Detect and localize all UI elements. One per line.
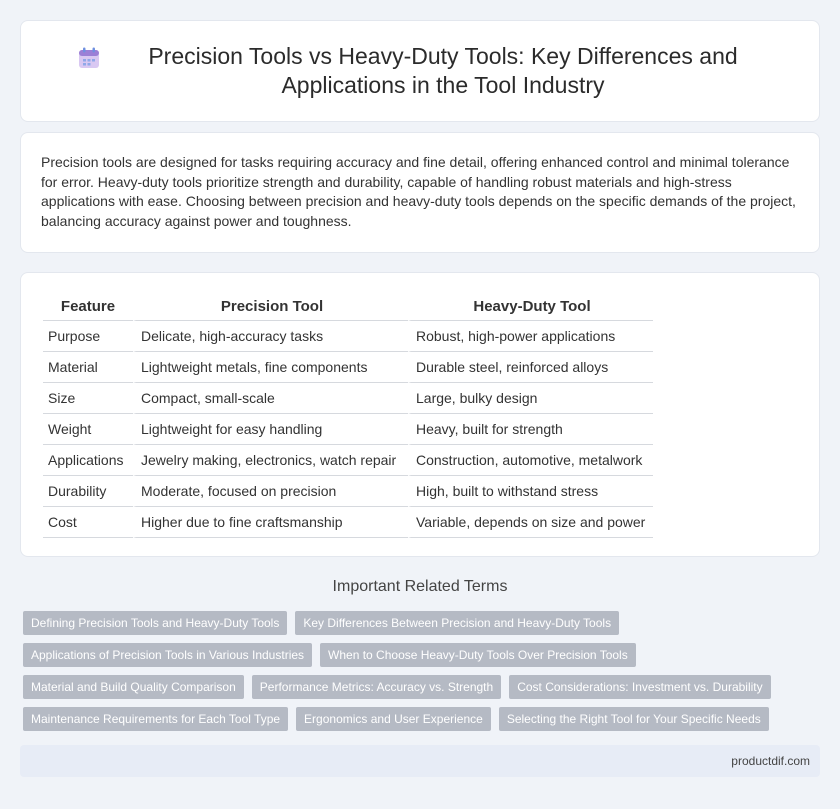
precision-cell: Delicate, high-accuracy tasks xyxy=(133,321,408,352)
comparison-table-card xyxy=(20,272,820,557)
header-feature: Feature xyxy=(43,295,133,321)
table-row xyxy=(43,414,653,445)
related-term-tag[interactable]: Applications of Precision Tools in Various Industries xyxy=(23,643,312,667)
related-term-tag[interactable]: Performance Metrics: Accuracy vs. Strength xyxy=(252,675,501,699)
related-term-tag[interactable]: Material and Build Quality Comparison xyxy=(23,675,244,699)
feature-cell: Size xyxy=(43,383,133,414)
heavy-duty-cell: Large, bulky design xyxy=(408,383,653,414)
feature-cell: Material xyxy=(43,352,133,383)
related-term-tag[interactable]: Cost Considerations: Investment vs. Durability xyxy=(509,675,770,699)
intro-card xyxy=(20,132,820,253)
tag-row xyxy=(23,643,823,667)
title-card xyxy=(20,20,820,122)
precision-cell: Compact, small-scale xyxy=(133,383,408,414)
related-term-tag[interactable]: Ergonomics and User Experience xyxy=(296,707,491,731)
precision-cell: Lightweight for easy handling xyxy=(133,414,408,445)
comparison-table xyxy=(43,295,653,538)
calendar-icon xyxy=(77,46,101,70)
related-term-tag[interactable]: Key Differences Between Precision and Heavy-Duty Tools xyxy=(295,611,619,635)
feature-cell: Weight xyxy=(43,414,133,445)
related-terms-heading: Important Related Terms xyxy=(332,578,508,595)
heavy-duty-cell: Durable steel, reinforced alloys xyxy=(408,352,653,383)
tag-row xyxy=(23,611,823,635)
table-row xyxy=(43,507,653,538)
title-wrap xyxy=(77,42,763,100)
intro-paragraph: Precision tools are designed for tasks requiring accuracy and fine detail, offering enhanced control and minimal tolerance for error. Heavy-duty tools prioritize strength and durability, capable of handling robust materials and high-stress applications with ease. Choosing between precision and heavy-duty tools depends on the specific demands of the project, balancing accuracy against power and toughness. xyxy=(41,154,796,229)
precision-cell: Jewelry making, electronics, watch repair xyxy=(133,445,408,476)
table-header-row xyxy=(43,295,653,321)
heavy-duty-cell: High, built to withstand stress xyxy=(408,476,653,507)
header-precision-tool: Precision Tool xyxy=(133,295,408,321)
feature-cell: Cost xyxy=(43,507,133,538)
table-row xyxy=(43,352,653,383)
table-row xyxy=(43,476,653,507)
page-title: Precision Tools vs Heavy-Duty Tools: Key Differences and Applications in the Tool Industry xyxy=(148,43,738,98)
precision-cell: Lightweight metals, fine components xyxy=(133,352,408,383)
feature-cell: Applications xyxy=(43,445,133,476)
footer xyxy=(20,745,820,777)
related-term-tag[interactable]: Defining Precision Tools and Heavy-Duty Tools xyxy=(23,611,287,635)
footer-site-link[interactable]: productdif.com xyxy=(731,754,810,768)
related-term-tag[interactable]: Maintenance Requirements for Each Tool Type xyxy=(23,707,288,731)
header-heavy-duty-tool: Heavy-Duty Tool xyxy=(408,295,653,321)
table-row xyxy=(43,321,653,352)
related-term-tag[interactable]: When to Choose Heavy-Duty Tools Over Precision Tools xyxy=(320,643,636,667)
precision-cell: Moderate, focused on precision xyxy=(133,476,408,507)
related-terms-list xyxy=(23,611,823,739)
related-term-tag[interactable]: Selecting the Right Tool for Your Specific Needs xyxy=(499,707,769,731)
tag-row xyxy=(23,707,823,731)
table-row xyxy=(43,445,653,476)
tag-row xyxy=(23,675,823,699)
heavy-duty-cell: Construction, automotive, metalwork xyxy=(408,445,653,476)
heavy-duty-cell: Variable, depends on size and power xyxy=(408,507,653,538)
heavy-duty-cell: Robust, high-power applications xyxy=(408,321,653,352)
feature-cell: Purpose xyxy=(43,321,133,352)
heavy-duty-cell: Heavy, built for strength xyxy=(408,414,653,445)
feature-cell: Durability xyxy=(43,476,133,507)
precision-cell: Higher due to fine craftsmanship xyxy=(133,507,408,538)
table-row xyxy=(43,383,653,414)
